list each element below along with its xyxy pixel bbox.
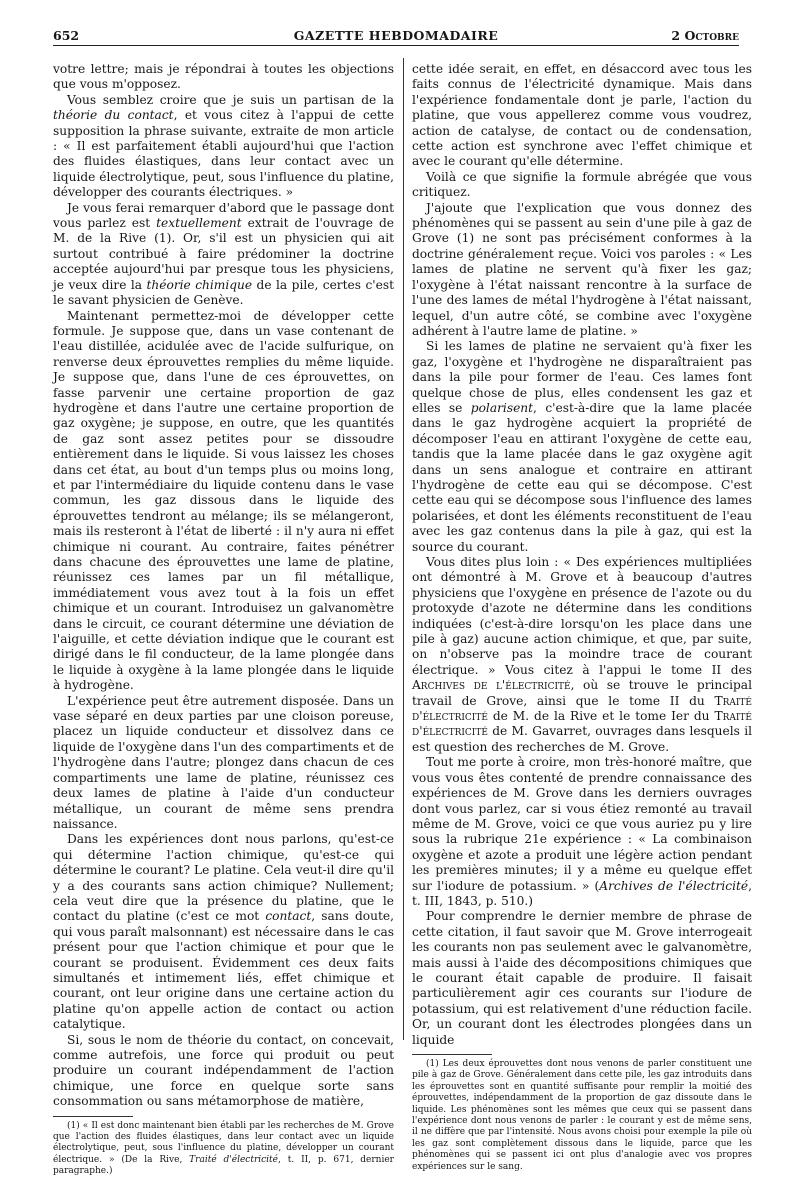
- emphasis: théorie chimique: [146, 277, 253, 292]
- paragraph: Vous semblez croire que je suis un partisan de la théorie du contact, et vous citez à l'appui de cette supposition la phrase suivante, extraite de mon article : « Il est parfaitement établi aujourd'hui que l'action des fluides élastiques, dans leur contact avec un liquide électrolytique, peut, sous l'influence du platine, développer des courants électriques. »: [53, 92, 394, 200]
- paragraph: Je vous ferai remarquer d'abord que le passage dont vous parlez est textuellement extrait de l'ouvrage de M. de la Rive (1). Or, s'il est un physicien qui ait surtout contribué à faire prédominer la doctrine acceptée aujourd'hui par presque tous les physiciens, je veux dire la théorie chimique de la pile, certes c'est le savant physicien de Genève.: [53, 200, 394, 308]
- emphasis: Traité d'électricité: [189, 1154, 278, 1165]
- paragraph: votre lettre; mais je répondrai à toutes les objections que vous m'opposez.: [53, 62, 394, 92]
- paragraph: J'ajoute que l'explication que vous donnez des phénomènes qui se passent au sein d'une pile à gaz de Grove (1) ne sont pas précisément conformes à la doctrine généralement reçue. Voici vos paroles : « Les lames de platine ne servent qu'à fixer les gaz; l'oxygène à l'état naissant rencontre à la surface de l'une des lames de métal l'hydrogène à l'état naissant, lequel, d'un autre côté, se combine avec l'oxygène adhérent à l'autre lame de platine. »: [412, 200, 752, 338]
- paragraph: Si, sous le nom de théorie du contact, on concevait, comme autrefois, une force qui produit ou peut produire un courant indépendamment de l'action chimique, une force en quelque sorte sans consommation ou sans métamorphose de matière,: [53, 1032, 394, 1109]
- column-divider: [403, 58, 404, 1040]
- small-caps-title: Traité d'électricité: [412, 693, 752, 724]
- footnote-rule: [412, 1054, 492, 1055]
- paragraph: Vous dites plus loin : « Des expériences multipliées ont démontré à M. Grove et à beaucoup d'autres physiciens que l'oxygène en présence de l'azote ou du protoxyde d'azote ne détermine dans les conditions indiquées (c'est-à-dire lorsqu'on les place dans une pile à gaz) aucune action chimique, et que, par suite, on n'observe pas la moindre trace de courant électrique. » Vous citez à l'appui le tome II des Archives de l'électricité, où se trouve le principal travail de Grove, ainsi que le tome II du Traité d'électricité de M. de la Rive et le tome Ier du Traité d'électricité de M. Gavarret, ouvrages dans lesquels il est question des recherches de M. Grove.: [412, 555, 752, 754]
- issue-date: 2 Octobre: [671, 28, 739, 43]
- footnote: (1) Les deux éprouvettes dont nous venons de parler constituent une pile à gaz de Grove. Généralement dans cette pile, les gaz introduits dans les éprouvettes sont en quantité suffisante pour remplir la moitié des éprouvettes, indépendamment de la proportion de gaz dissoute dans le liquide. Les phénomènes sont les mêmes que ceux qui se passent dans l'expérience dont nous venons de parler : le courant y est de même sens, il ne diffère que par l'intensité. Nous avons choisi pour exemple la pile où les gaz sont complètement dissous dans le liquide, parce que les phénomènes qui se passent ici ont plus d'analogie avec vos propres expériences sur le sang.: [412, 1059, 752, 1172]
- footnote: (1) « Il est donc maintenant bien établi par les recherches de M. Grove que l'action des fluides élastiques, dans leur contact avec un liquide électrolytique, peut, sous l'influence du platine, développer un courant électrique. » (De la Rive, Traité d'électricité, t. II, p. 671, dernier paragraphe.): [53, 1120, 394, 1177]
- paragraph: Tout me porte à croire, mon très-honoré maître, que vous vous êtes contenté de prendre connaissance des expériences de M. Grove dans les derniers ouvrages dont vous parlez, car si vous étiez remonté au travail même de M. Grove, voici ce que vous auriez pu y lire sous la rubrique 21e expérience : « La combinaison oxygène et azote a produit une légère action pendant les premières minutes; il y a même eu quelque effet sur l'iodure de potassium. » (Archives de l'électricité, t. III, 1843, p. 510.): [412, 755, 752, 908]
- paragraph: L'expérience peut être autrement disposée. Dans un vase séparé en deux parties par une cloison poreuse, placez un liquide conducteur et dissolvez dans ce liquide de l'oxygène dans l'un des compartiments et de l'hydrogène dans l'autre; plongez dans chacun de ces compartiments une lame de platine, réunissez ces deux lames de platine à l'aide d'un conducteur métallique, un courant de même sens prendra naissance.: [53, 693, 394, 831]
- page-header: [53, 28, 739, 44]
- paragraph: Si les lames de platine ne servaient qu'à fixer les gaz, l'oxygène et l'hydrogène ne disparaîtraient pas dans la pile pour former de l'eau. Ces lames font quelque chose de plus, elles condensent les gaz et elles se polarisent, c'est-à-dire que la lame placée dans le gaz hydrogène acquiert la propriété de décomposer l'eau en attirant l'oxygène de cette eau, tandis que la lame placée dans le gaz oxygène agit dans un sens analogue et contraire en attirant l'hydrogène de cette eau qui se décompose. C'est cette eau qui se décompose sous l'influence des lames polarisées, et dont les éléments reconstituent de l'eau avec les gaz contenus dans la pile à gaz, qui est la source du courant.: [412, 339, 752, 554]
- emphasis: contact: [265, 909, 312, 924]
- paragraph: Maintenant permettez-moi de développer cette formule. Je suppose que, dans un vase contenant de l'eau distillée, acidulée avec de l'acide sulfurique, on renverse deux éprouvettes remplies du même liquide. Je suppose que, dans l'une de ces éprouvettes, on fasse parvenir une certaine proportion de gaz hydrogène et dans l'autre une certaine proportion de gaz oxygène; je suppose, en outre, que les quantités de gaz sont assez petites pour se dissoudre entièrement dans le liquide. Si vous laissez les choses dans cet état, au bout d'un temps plus ou moins long, et par l'intermédiaire du liquide contenu dans le vase commun, les gaz dissous dans le liquide des éprouvettes tendront au mélange; ils se mélangeront, mais ils resteront à l'état de liberté : il n'y aura ni effet chimique ni courant. Au contraire, faites pénétrer dans chacune des éprouvettes une lame de platine, réunissez ces lames par un fil métallique, immédiatement vous avez tout à la fois un effet chimique et un courant. Introduisez un galvanomètre dans le circuit, ce courant détermine une déviation de l'aiguille, et cette déviation indique que le courant est dirigé dans le fil conducteur, de la lame plongée dans le liquide à oxygène à la lame plongée dans le liquide à hydrogène.: [53, 308, 394, 693]
- emphasis: textuellement: [156, 216, 242, 231]
- emphasis: théorie du contact: [53, 108, 174, 123]
- right-column: [412, 62, 752, 1173]
- paragraph: Pour comprendre le dernier membre de phrase de cette citation, il faut savoir que M. Grove interrogeait les courants non pas seulement avec le galvanomètre, mais aussi à l'aide des décompositions chimiques que le courant était capable de produire. Il faisait particulièrement agir ces courants sur l'iodure de potassium, qui est relativement d'une réduction facile. Or, un courant dont les électrodes plongées dans un liquide: [412, 909, 752, 1047]
- paragraph: cette idée serait, en effet, en désaccord avec tous les faits connus de l'électricité dynamique. Mais dans l'expérience fondamentale dont je parle, l'action du platine, que vous appellerez comme vous voudrez, action de catalyse, de contact ou de condensation, cette action est synchrone avec l'effet chimique et avec le courant qu'elle détermine.: [412, 62, 752, 169]
- small-caps-title: Archives de l'électricité: [412, 678, 571, 693]
- paragraph: Voilà ce que signifie la formule abrégée que vous critiquez.: [412, 169, 752, 200]
- small-caps-title: Traité d'électricité: [412, 709, 752, 739]
- emphasis: Archives de l'électricité: [599, 878, 749, 893]
- paragraph: Dans les expériences dont nous parlons, qu'est-ce qui détermine l'action chimique, qu'est-ce qui détermine le courant? Le platine. Cela veut-il dire qu'il y a des courants sans action chimique? Nullement; cela veut dire que la présence du platine, que le contact du platine (c'est ce mot contact, sans doute, qui vous paraît malsonnant) est nécessaire dans le cas présent pour que l'action chimique et pour que le courant se produisent. Évidemment ces deux faits simultanés et intimement liés, effet chimique et courant, ont leur origine dans une certaine action du platine qu'on appelle action de contact ou action catalytique.: [53, 832, 394, 1032]
- page-number: 652: [53, 28, 80, 43]
- footnote-rule: [53, 1116, 133, 1117]
- header-rule: [53, 45, 739, 46]
- emphasis: polarisent: [470, 400, 534, 415]
- journal-title: GAZETTE HEBDOMADAIRE: [293, 28, 499, 43]
- left-column: [53, 62, 394, 1178]
